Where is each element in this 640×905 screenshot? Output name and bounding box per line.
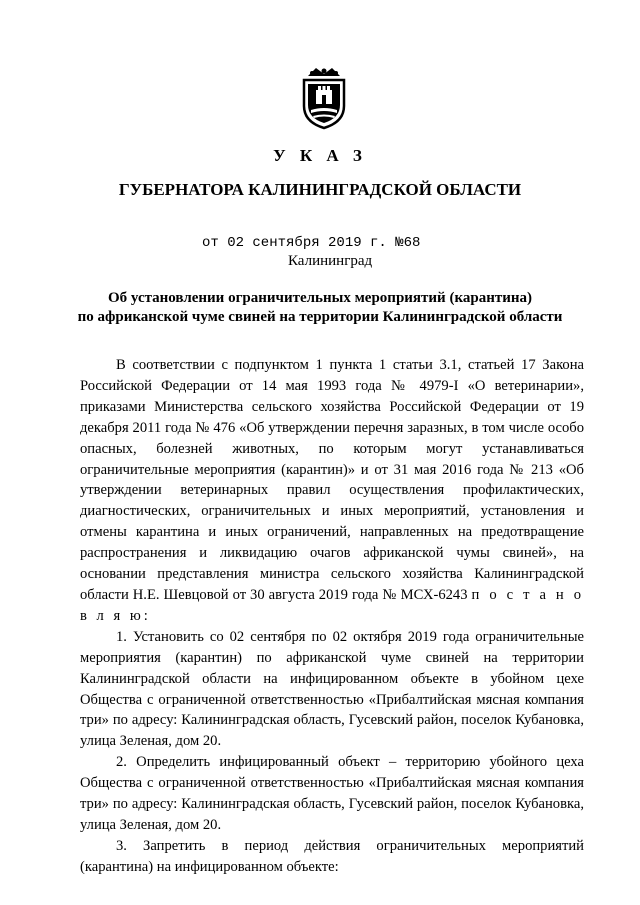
decree-body [80, 355, 584, 878]
coat-of-arms-emblem [298, 62, 350, 130]
subject-line-2: по африканской чуме свиней на территории Калининградской области [77, 309, 563, 325]
item-2-paragraph: 2. Определить инфицированный объект – территорию убойного цеха Общества с ограниченной ответственностью «Прибалтийская мясная компания три» по адресу: Калининградская область, Гусевский район, поселок Кубановка, улица Зеленая, дом 20. [80, 754, 584, 833]
document-type-title: У К А З [273, 146, 367, 165]
subject-line-1: Об установлении ограничительных мероприятий (карантина) [107, 290, 532, 306]
item-1-paragraph: 1. Установить со 02 сентября по 02 октября 2019 года ограничительные мероприятия (карантин) по африканской чуме свиней на территории Калининградской области на инфицированном объекте в убойном цехе Общества с ограниченной ответственностью «Прибалтийская мясная компания три» по адресу: Калининградская область, Гусевский район, поселок Кубановка, улица Зеленая, дом 20. [80, 628, 584, 750]
issuer-title: ГУБЕРНАТОРА КАЛИНИНГРАДСКОЙ ОБЛАСТИ [118, 180, 522, 199]
item-3-paragraph: 3. Запретить в период действия ограничительных мероприятий (карантина) на инфицированном объекте: [80, 837, 584, 875]
city-name: Калининград [288, 253, 373, 269]
decree-word: п о с т а н о в л я ю: [80, 586, 585, 624]
preamble-paragraph [80, 355, 584, 627]
decree-subject [40, 289, 600, 327]
date-number-line: от 02 сентября 2019 г. №68 [202, 235, 421, 251]
preamble-text: В соответствии с подпунктом 1 пункта 1 статьи 3.1, статьей 17 Закона Российской Федерации от 14 мая 1993 года № 4979-I «О ветеринарии», приказами Министерства сельского хозяйства Российской Федерации от 19 декабря 2011 года № 476 «Об утверждении перечня заразных, в том числе особо опасных, болезней животных, по которым могут устанавливаться ограничительные мероприятия (карантин)» и от 31 мая 2016 года № 213 «Об утверждении ветеринарных правил осуществления профилактических, диагностических, ограничительных и иных мероприятий, установления и отмены карантина и иных ограничений, направленных на предотвращение распространения и ликвидацию очагов африканской чумы свиней», на основании представления министра сельского хозяйства Калининградской области Н.Е. Шевцовой от 30 августа 2019 года № МСХ-6243 [80, 357, 584, 603]
